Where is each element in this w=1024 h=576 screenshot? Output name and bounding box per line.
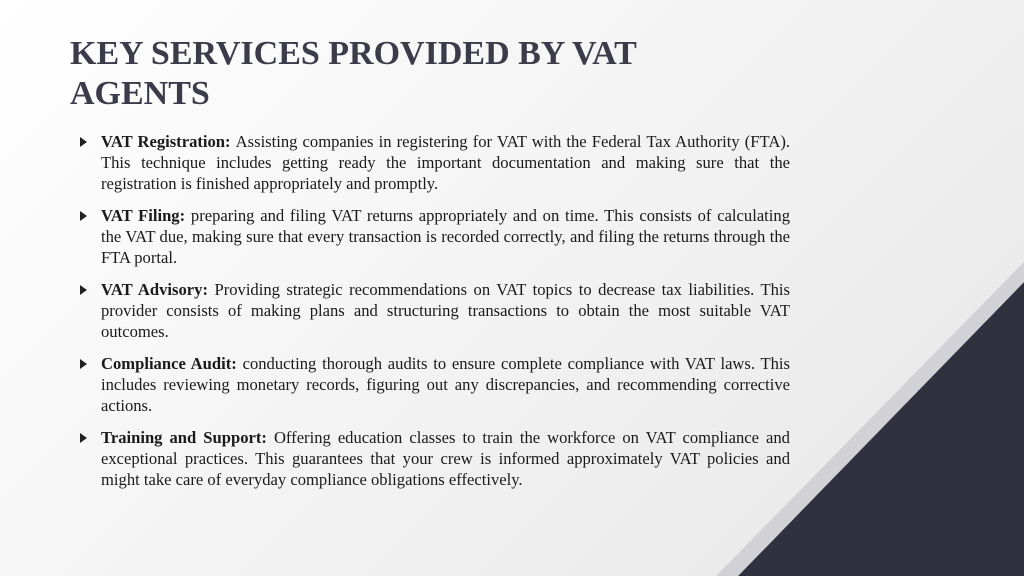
- triangle-bullet-icon: [80, 285, 87, 295]
- list-item: [76, 353, 790, 416]
- services-list: [76, 131, 790, 501]
- triangle-bullet-icon: [80, 137, 87, 147]
- list-item: [76, 279, 790, 342]
- item-text: conducting thorough audits to ensure complete compliance with VAT laws. This includes reviewing monetary records, figuring out any discrepancies, and recommending corrective actions.: [101, 354, 791, 415]
- triangle-bullet-icon: [80, 433, 87, 443]
- triangle-bullet-icon: [80, 359, 87, 369]
- item-text: Offering education classes to train the workforce on VAT compliance and exceptional practices. This guarantees that your crew is informed approximately VAT policies and might take care of everyday compliance obligations effectively.: [101, 428, 790, 489]
- item-term: VAT Filing:: [101, 206, 191, 225]
- triangle-bullet-icon: [80, 211, 87, 221]
- item-term: VAT Advisory:: [101, 280, 215, 299]
- slide-title: KEY SERVICES PROVIDED BY VAT AGENTS: [70, 35, 637, 112]
- item-text: Providing strategic recommendations on VAT topics to decrease tax liabilities. This provider consists of making plans and structuring transactions to obtain the most suitable VAT outcomes.: [101, 280, 790, 341]
- item-text: Assisting companies in registering for VAT with the Federal Tax Authority (FTA). This technique includes getting ready the important documentation and making sure that the registration is finished appropriately and promptly.: [101, 132, 790, 193]
- list-item: [76, 205, 790, 268]
- list-item: [76, 427, 790, 490]
- item-term: VAT Registration:: [101, 132, 236, 151]
- list-item: [76, 131, 790, 194]
- item-term: Training and Support:: [101, 428, 274, 447]
- item-term: Compliance Audit:: [101, 354, 243, 373]
- item-text: preparing and filing VAT returns appropriately and on time. This consists of calculating the VAT due, making sure that every transaction is recorded correctly, and filing the returns through the FTA portal.: [101, 206, 790, 267]
